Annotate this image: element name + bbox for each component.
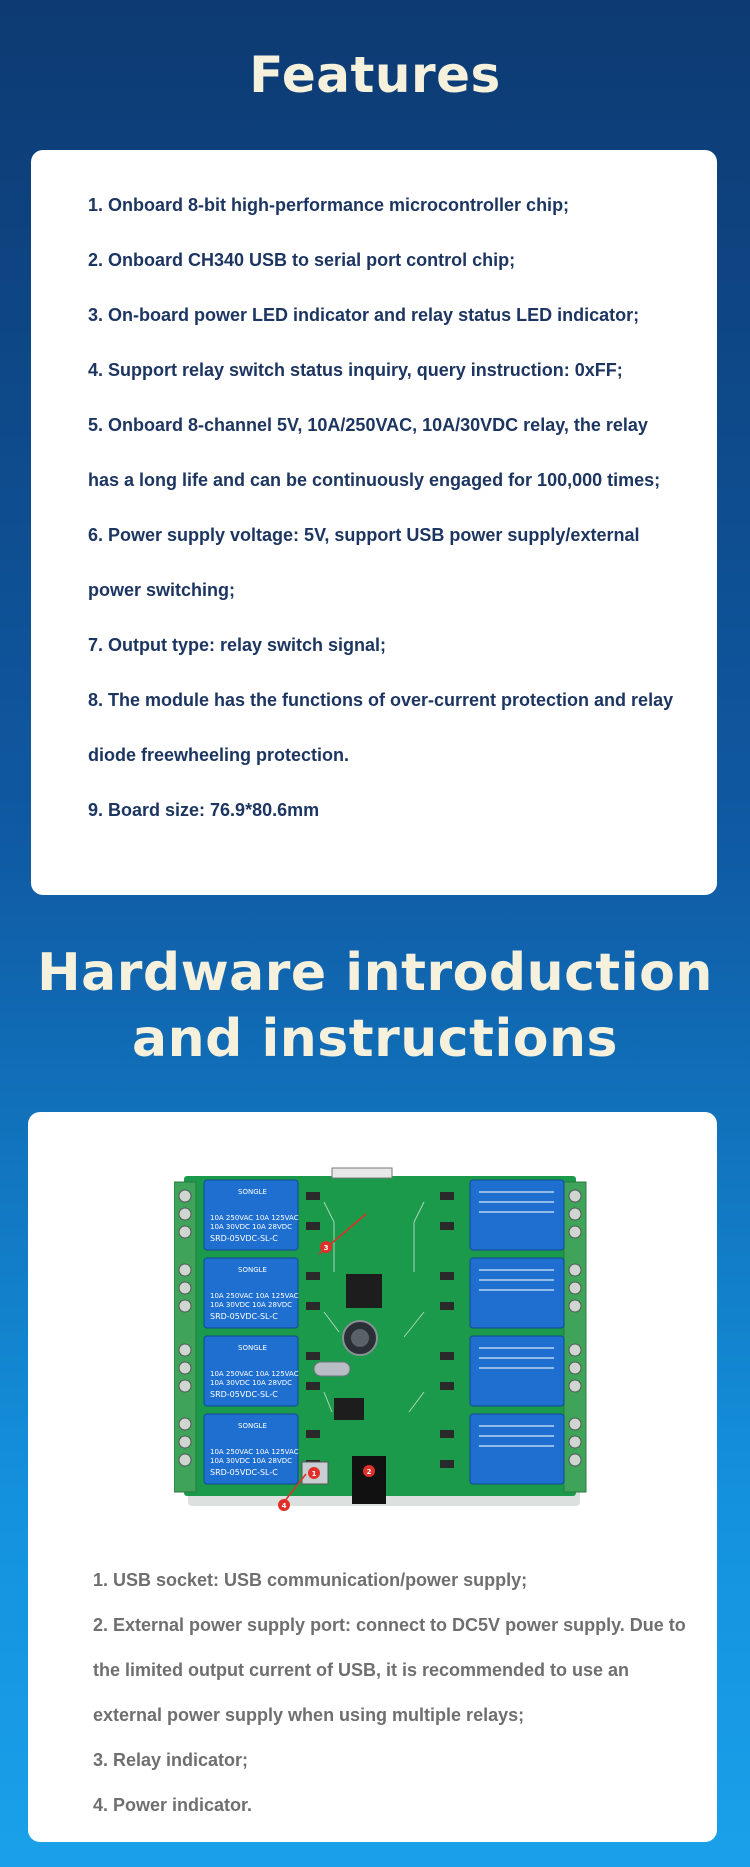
- relay-brand-text: SONGLE: [238, 1266, 267, 1274]
- hardware-list: [93, 1567, 703, 1837]
- microcontroller-chip: [346, 1274, 382, 1308]
- left-terminals: [174, 1182, 196, 1492]
- feature-line: 6. Power supply voltage: 5V, support USB power supply/external: [88, 525, 640, 545]
- feature-line: 4. Support relay switch status inquiry, query instruction: 0xFF;: [88, 360, 623, 380]
- svg-text:2: 2: [366, 1468, 372, 1476]
- usb-serial-chip: [334, 1398, 364, 1420]
- feature-line: 3. On-board power LED indicator and relay status LED indicator;: [88, 305, 640, 325]
- feature-line: diode freewheeling protection.: [88, 745, 350, 765]
- relay-spec-text: 10A 30VDC 10A 28VDC: [210, 1301, 293, 1309]
- hardware-line: the limited output current of USB, it is recommended to use an: [93, 1660, 630, 1680]
- feature-line: 9. Board size: 76.9*80.6mm: [88, 800, 320, 820]
- relay-spec-text: 10A 30VDC 10A 28VDC: [210, 1457, 293, 1465]
- svg-text:3: 3: [323, 1244, 329, 1252]
- relay-spec-text: 10A 30VDC 10A 28VDC: [210, 1223, 293, 1231]
- svg-text:4: 4: [281, 1502, 287, 1510]
- relay-model-text: SRD-05VDC-SL-C: [210, 1390, 278, 1399]
- feature-line: has a long life and can be continuously engaged for 100,000 times;: [88, 470, 661, 490]
- relay-model-text: SRD-05VDC-SL-C: [210, 1234, 278, 1243]
- hardware-line: 1. USB socket: USB communication/power supply;: [93, 1570, 528, 1590]
- relay-spec-text: 10A 250VAC 10A 125VAC: [210, 1448, 299, 1456]
- right-terminals: [564, 1182, 586, 1492]
- relay-spec-text: 10A 250VAC 10A 125VAC: [210, 1214, 299, 1222]
- relay-model-text: SRD-05VDC-SL-C: [210, 1312, 278, 1321]
- relay-spec-text: 10A 250VAC 10A 125VAC: [210, 1370, 299, 1378]
- relay-spec-text: 10A 250VAC 10A 125VAC: [210, 1292, 299, 1300]
- feature-line: 5. Onboard 8-channel 5V, 10A/250VAC, 10A/30VDC relay, the relay: [88, 415, 648, 435]
- svg-text:1: 1: [311, 1470, 317, 1478]
- hardware-line: 2. External power supply port: connect to DC5V power supply. Due to: [93, 1615, 686, 1635]
- relay-spec-text: 10A 30VDC 10A 28VDC: [210, 1379, 293, 1387]
- features-card: [31, 150, 717, 895]
- features-list: [88, 192, 698, 852]
- hardware-heading-line2: and instructions: [132, 1009, 618, 1069]
- hardware-line: 3. Relay indicator;: [93, 1750, 249, 1770]
- feature-line: 8. The module has the functions of over-current protection and relay: [88, 690, 674, 710]
- relay-brand-text: SONGLE: [238, 1344, 267, 1352]
- feature-line: 2. Onboard CH340 USB to serial port control chip;: [88, 250, 516, 270]
- features-heading: Features: [249, 46, 501, 104]
- hardware-line: 4. Power indicator.: [93, 1795, 253, 1815]
- feature-line: 7. Output type: relay switch signal;: [88, 635, 387, 655]
- feature-line: power switching;: [88, 580, 236, 600]
- hardware-card: [28, 1112, 717, 1842]
- relay-brand-text: SONGLE: [238, 1422, 267, 1430]
- feature-line: 1. Onboard 8-bit high-performance microcontroller chip;: [88, 195, 570, 215]
- relay-model-text: SRD-05VDC-SL-C: [210, 1468, 278, 1477]
- dc-power-jack: [352, 1456, 386, 1504]
- hardware-heading-line1: Hardware introduction: [37, 943, 713, 1003]
- relay-board-photo: [174, 1162, 594, 1532]
- hardware-line: external power supply when using multiple relays;: [93, 1705, 525, 1725]
- relay-brand-text: SONGLE: [238, 1188, 267, 1196]
- hardware-heading: [0, 940, 750, 1072]
